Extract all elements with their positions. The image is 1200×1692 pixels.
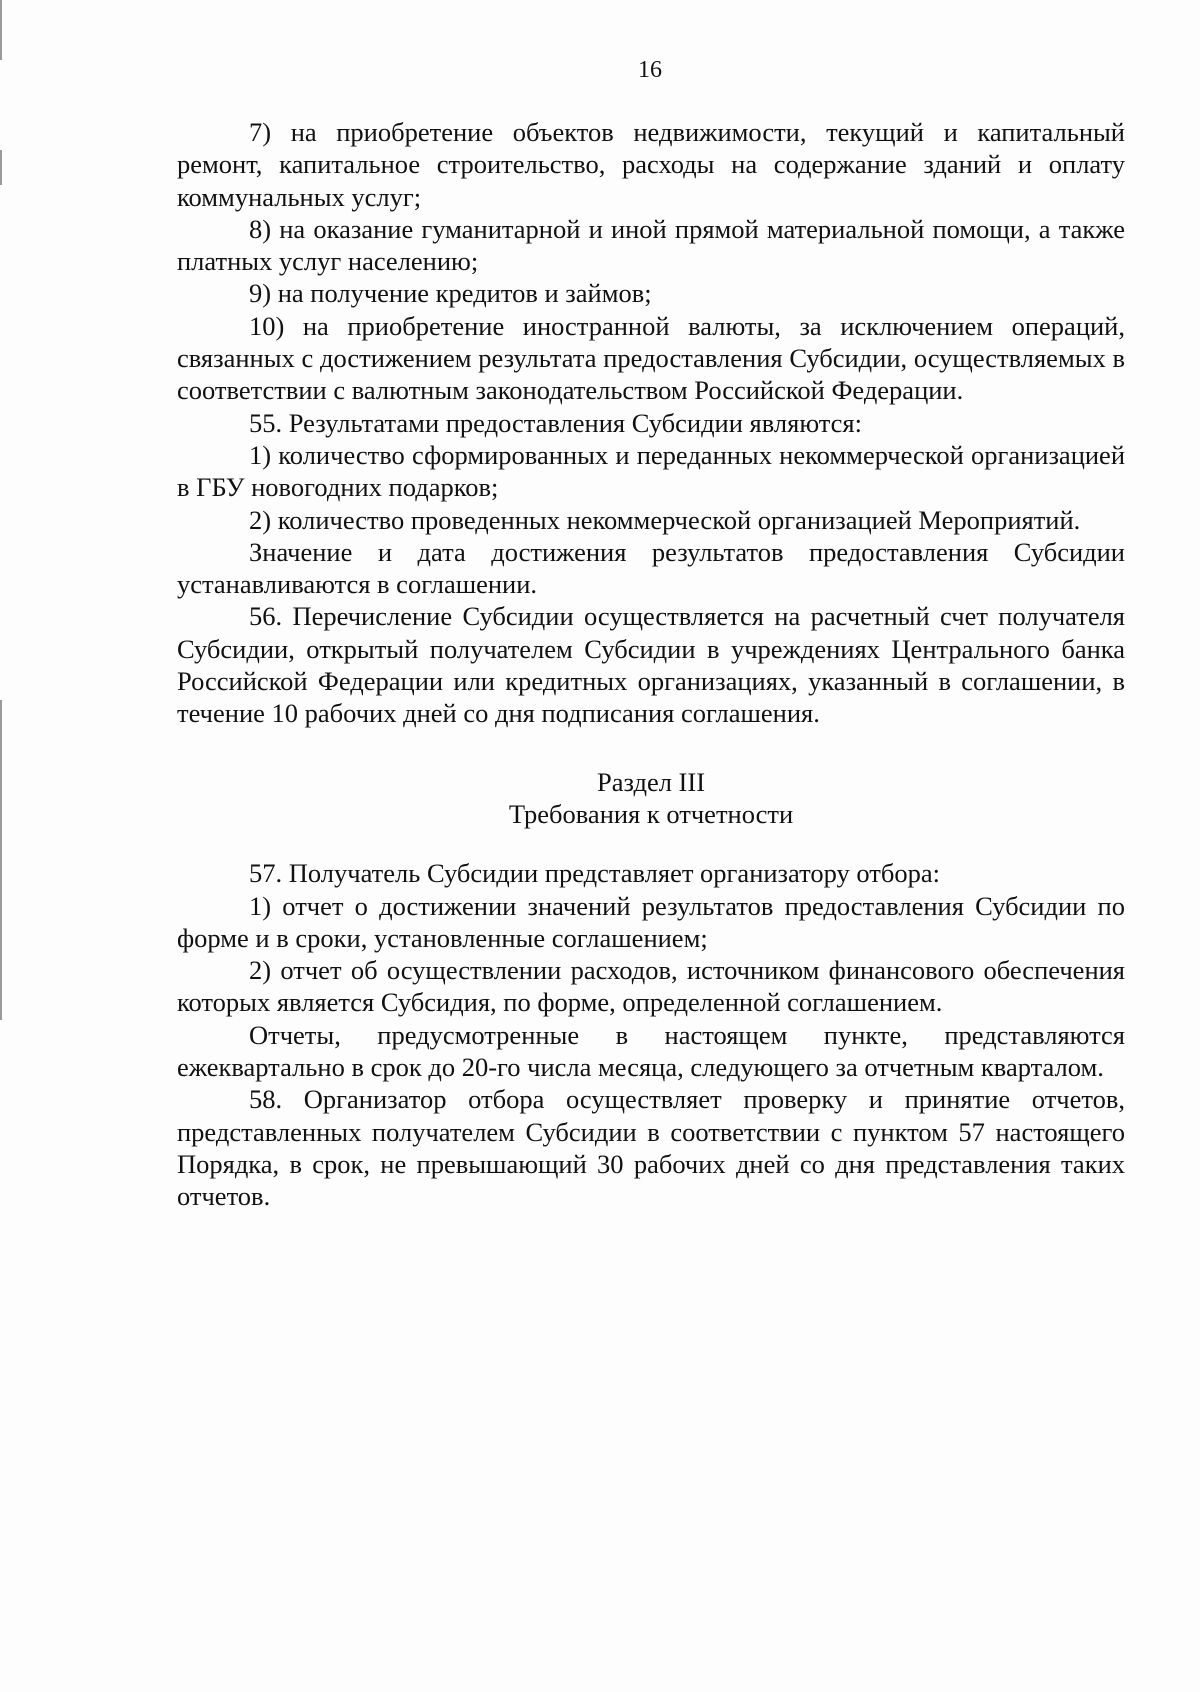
paragraph: 57. Получатель Субсидии представляет организатору отбора:: [249, 858, 940, 889]
paragraph: 58. Организатор отбора осуществляет проверку и принятие отчетов, представленных получателем Субсидии в соответствии с пунктом 57 настоящего Порядка, в срок, не превышающий 30 рабочих дней со дня представления таких отчетов.: [177, 1084, 1125, 1212]
spacer: [177, 830, 1125, 857]
scan-artifact: [0, 150, 2, 185]
paragraph: 1) отчет о достижении значений результатов предоставления Субсидии по форме и в сроки, установленные соглашением;: [177, 890, 1125, 953]
spacer: [177, 730, 1125, 766]
paragraph: 1) количество сформированных и переданных некоммерческой организацией в ГБУ новогодних подарков;: [177, 439, 1125, 503]
paragraph: 8) на оказание гуманитарной и иной прямой материальной помощи, а также платных услуг населению;: [177, 213, 1125, 277]
section-title: Раздел III: [596, 766, 706, 797]
paragraph: 10) на приобретение иностранной валюты, за исключением операций, связанных с достижением результата предоставления Субсидии, осуществляемых в соответствии с валютным законодательством Российской Федерации.: [177, 310, 1125, 406]
document-body: [177, 116, 1125, 1213]
scan-artifact: [0, 0, 2, 60]
paragraph: Значение и дата достижения результатов предоставления Субсидии устанавливаются в соглашении.: [177, 536, 1125, 600]
paragraph: 7) на приобретение объектов недвижимости, текущий и капитальный ремонт, капитальное строительство, расходы на содержание зданий и оплату коммунальных услуг;: [177, 117, 1125, 212]
page-number: 16: [638, 57, 662, 83]
paragraph: 56. Перечисление Субсидии осуществляется на расчетный счет получателя Субсидии, открытый получателем Субсидии в учреждениях Центрального банка Российской Федерации или кредитных организациях, указанный в соглашении, в течение 10 рабочих дней со дня подписания соглашения.: [177, 601, 1125, 729]
paragraph: 9) на получение кредитов и займов;: [249, 278, 652, 309]
paragraph: Отчеты, предусмотренные в настоящем пункте, представляются ежеквартально в срок до 20-го числа месяца, следующего за отчетным кварталом.: [177, 1019, 1125, 1083]
paragraph: 55. Результатами предоставления Субсидии являются:: [249, 407, 862, 438]
section-subtitle: Требования к отчетности: [508, 798, 794, 829]
paragraph: 2) отчет об осуществлении расходов, источником финансового обеспечения которых является Субсидия, по форме, определенной соглашением.: [177, 955, 1125, 1018]
scan-artifact: [0, 700, 2, 1020]
paragraph: 2) количество проведенных некоммерческой организацией Мероприятий.: [249, 504, 1081, 535]
